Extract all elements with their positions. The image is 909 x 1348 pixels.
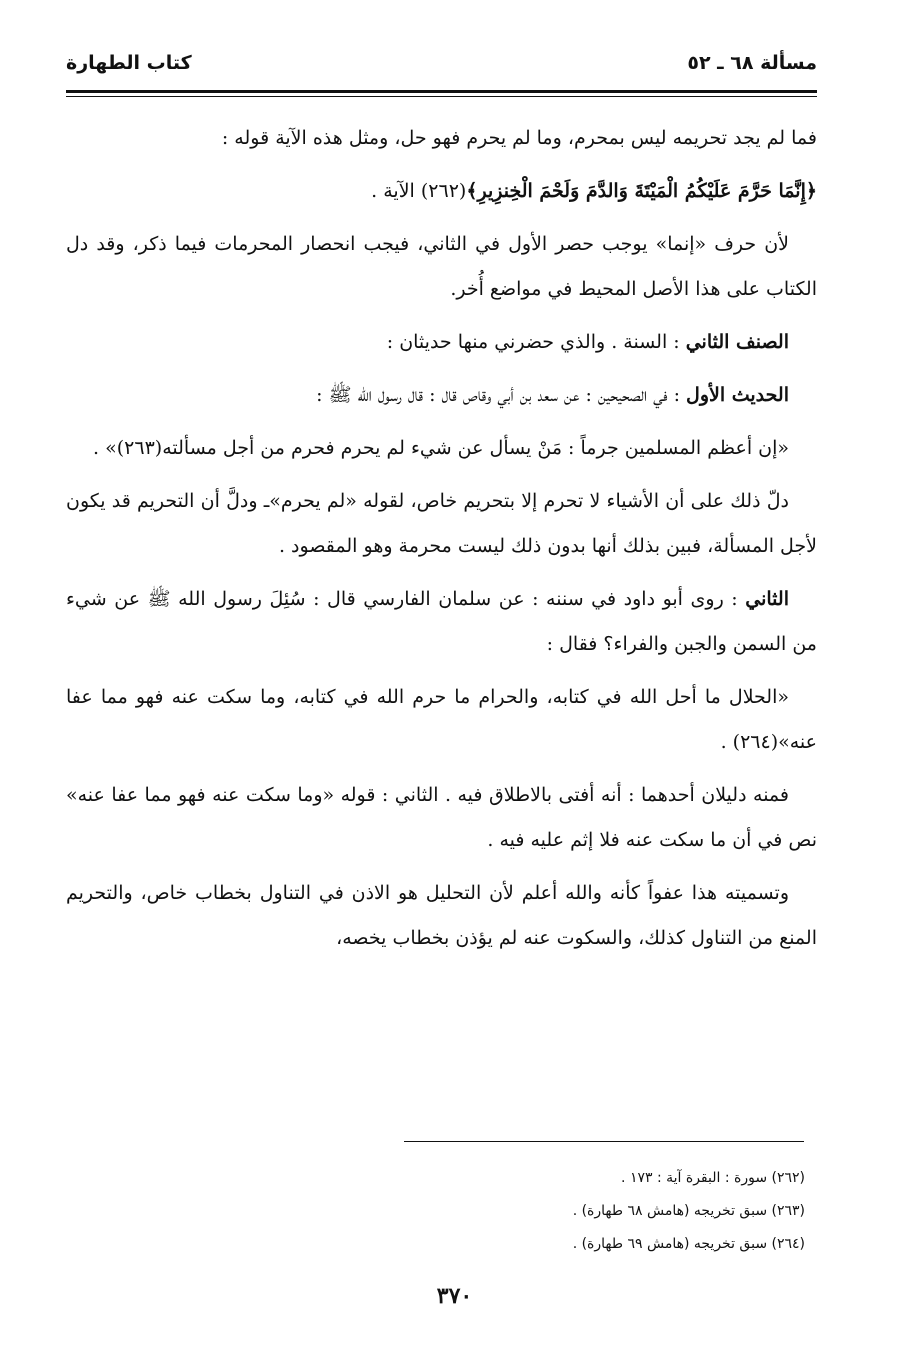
paragraph-text: : روى أبو داود في سننه : عن سلمان الفارسي قال : سُئِلَ رسول الله ﷺ عن شيء من السمن والجبن والفراء؟ فقال : (66, 588, 817, 655)
paragraph-text: فمنه دليلان أحدهما : أنه أفتى بالاطلاق فيه . الثاني : قوله «وما سكت عنه فهو مما عفا عنه» نص في أن ما سكت عنه فلا إثم عليه فيه . (66, 784, 817, 851)
footnote: (٢٦٣) سبق تخريجه (هامش ٦٨ طهارة) . (572, 1203, 805, 1219)
section-lead: الحديث الأول (686, 384, 789, 406)
paragraph (66, 773, 817, 863)
hadith-quote (66, 426, 817, 471)
footnote: (٢٦٤) سبق تخريجه (هامش ٦٩ طهارة) . (572, 1236, 805, 1252)
paragraph (66, 577, 817, 667)
paragraph (66, 222, 817, 312)
footnote: (٢٦٢) سورة : البقرة آية : ١٧٣ . (621, 1170, 805, 1186)
section-lead: الثاني (745, 588, 789, 610)
paragraph-text: «إن أعظم المسلمين جرماً : مَنْ يسأل عن شيء لم يحرم فحرم من أجل مسألته(٢٦٣)» . (93, 437, 789, 459)
hadith-quote (66, 675, 817, 765)
issue-label: مسألة ٦٨ ـ ٥٢ (687, 52, 817, 74)
paragraph-text: لأن حرف «إنما» يوجب حصر الأول في الثاني، فيجب انحصار المحرمات فيما ذكر، وقد دل الكتاب على هذا الأصل المحيط في مواضع أُخر. (66, 233, 817, 300)
paragraph (66, 320, 817, 365)
paragraph-text: (٢٦٢) الآية . (371, 180, 467, 202)
header-rule-thin (66, 96, 817, 97)
paragraph-text: فما لم يجد تحريمه ليس بمحرم، وما لم يحرم فهو حل، ومثل هذه الآية قوله : (221, 127, 817, 149)
paragraph-text: وتسميته هذا عفواً كأنه والله أعلم لأن التحليل هو الاذن في التناول بخطاب خاص، والتحريم المنع من التناول كذلك، والسكوت عنه لم يؤذن بخطاب يخصه، (66, 882, 817, 949)
page-number: ٣٧٠ (436, 1283, 473, 1309)
paragraph-text: : السنة . والذي حضرني منها حديثان : (386, 331, 680, 353)
footnotes (385, 1162, 805, 1261)
paragraph (66, 479, 817, 569)
book-title: كتاب الطهارة (66, 52, 192, 74)
paragraph-text: «الحلال ما أحل الله في كتابه، والحرام ما حرم الله في كتابه، وما سكت عنه فهو مما عفا عنه»(٢٦٤) . (66, 686, 817, 753)
paragraph (66, 116, 817, 161)
paragraph (66, 373, 817, 418)
paragraph (66, 871, 817, 961)
header-rule-thick (66, 90, 817, 93)
quran-verse: ﴿إِنَّمَا حَرَّمَ عَلَيْكُمُ الْمَيْتَةَ وَالدَّمَ وَلَحْمَ الْخِنزِيرِ﴾ (466, 180, 817, 202)
running-header (66, 52, 817, 88)
main-text (66, 116, 817, 969)
footnote-rule (404, 1141, 804, 1142)
paragraph-text: دلّ ذلك على أن الأشياء لا تحرم إلا بتحريم خاص، لقوله «لم يحرم»ـ ودلَّ أن التحريم قد يكون لأجل المسألة، فبين بذلك أنها بدون ذلك ليست محرمة وهو المقصود . (66, 490, 817, 557)
paragraph-text: : في الصحيحين : عن سعد بن أبي وقاص قال : قال رسول الله ﷺ : (316, 384, 680, 406)
section-lead: الصنف الثاني (685, 331, 789, 353)
quran-verse-paragraph (66, 169, 817, 214)
